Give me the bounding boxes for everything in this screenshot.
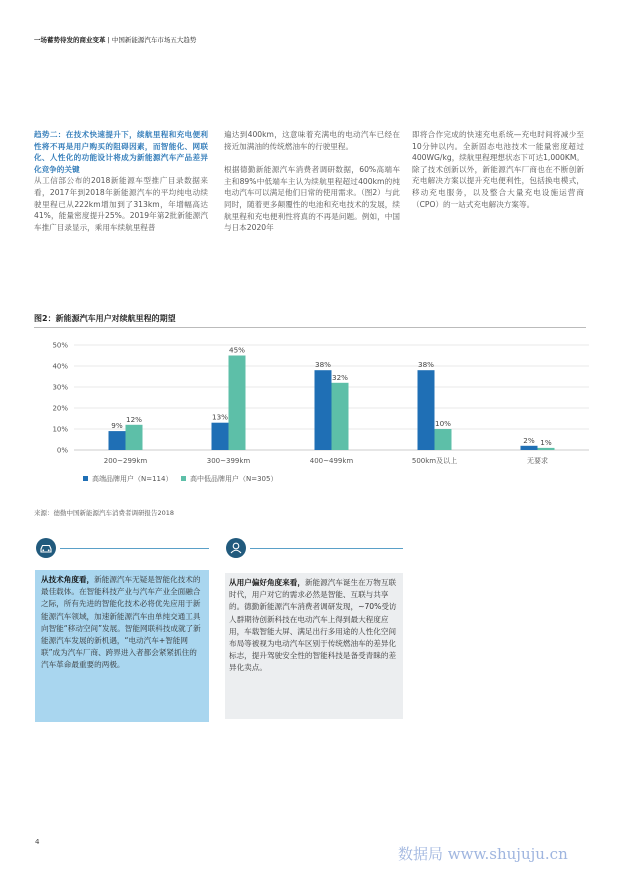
figure-rule [34, 327, 586, 328]
user-icon [226, 538, 246, 558]
watermark: 数据局 www.shujuju.cn [398, 845, 568, 863]
callout-user-preference [225, 573, 403, 719]
chart-bars [109, 356, 555, 451]
x-tick-label: 500km及以上 [411, 457, 458, 465]
callout-user-text [229, 577, 399, 675]
bar-premium [418, 370, 435, 450]
callout-technology [35, 570, 209, 722]
y-tick-label: 0% [56, 446, 68, 455]
section-title: 中国新能源汽车市场五大趋势 [111, 36, 197, 44]
bar-mid-low [229, 356, 246, 451]
chart-y-ticks [52, 342, 68, 455]
bar-premium [212, 423, 229, 450]
report-title: 一场蓄势待发的商业变革 [34, 36, 106, 44]
range-expectation-chart [34, 334, 594, 494]
text-column-2 [224, 129, 400, 234]
header-separator: | [107, 36, 110, 44]
bar-value-label: 10% [435, 419, 451, 428]
callout-technology-text [41, 574, 203, 672]
bar-mid-low [435, 429, 452, 450]
x-tick-label: 无要求 [527, 457, 548, 465]
y-tick-label: 50% [52, 341, 68, 350]
col3-body: 即将合作完成的快速充电系统—充电时间将减少至10分钟以内。全新固态电池技术一能量密度超过400WG/kg，续航里程理想状态下可达1,000KM。除了技术创新以外，新能源汽车厂商也在不断创新充电解决方案以提升充电便利性，包括换电模式，移动充电服务，以及整合大量充电设施运营商（CPO）的一站式充电解决方案等。 [412, 130, 584, 209]
chart-x-ticks [104, 456, 548, 465]
callout-technology-body: 新能源汽车无疑是智能化技术的最佳载体。在智能科技产业与汽车产业全面融合之际，所有先进的智能化技术必将优先应用于新能源汽车领域，加速新能源汽车由单纯交通工具向智能“移动空间”发展。智能网联科技成就了新能源汽车发展的新机遇，“电动汽车+智能网联”成为汽车厂商、跨界进入者都会紧紧抓住的汽车革命最重要的两极。 [41, 575, 201, 670]
x-tick-label: 400~499km [309, 457, 354, 465]
bar-mid-low [332, 383, 349, 450]
bar-value-label: 13% [212, 412, 228, 422]
col2-paragraph-1: 遍达到400km，这意味着充满电的电动汽车已经在接近加满油的传统燃油车的行驶里程。 [224, 130, 400, 151]
col2-paragraph-2: 根据德勤新能源汽车消费者调研数据，60%高端车主和89%中低端车主认为续航里程超过400km的纯电动汽车可以满足他们日常的使用需求。（图2）与此同时，随着更多颠覆性的电池和充电技术的发展，续航里程和充电便利性将真的不再是问题。例如，中国与日本2020年 [224, 165, 400, 233]
y-tick-label: 30% [52, 383, 68, 392]
bar-value-label: 9% [111, 421, 123, 431]
trend-heading: 趋势二：在技术快速提升下，续航里程和充电便利性将不再是用户购买的阻碍因素，而智能化、网联化、人性化的功能设计将成为新能源汽车产品差异化竞争的关键 [34, 130, 208, 174]
text-column-1 [34, 129, 208, 233]
bar-premium [315, 370, 332, 450]
bar-mid-low [126, 425, 143, 450]
car-icon [36, 538, 56, 558]
text-column-3 [412, 129, 584, 210]
bar-value-label: 38% [418, 360, 434, 370]
bar-value-label: 2% [523, 435, 535, 445]
callout-divider-right [250, 548, 403, 549]
callout-divider-left [60, 548, 209, 549]
running-header [34, 35, 196, 44]
legend-label: 高中低品牌用户（N=305） [190, 475, 278, 483]
y-tick-label: 20% [52, 404, 68, 413]
legend-swatch [83, 476, 88, 481]
callout-technology-lead: 从技术角度看， [41, 575, 95, 584]
bar-mid-low [538, 448, 555, 450]
bar-value-label: 38% [315, 360, 331, 370]
figure-source: 来源：德勤中国新能源汽车消费者调研报告2018 [34, 509, 175, 517]
x-tick-label: 200~299km [103, 457, 148, 465]
callout-user-lead: 从用户偏好角度来看， [229, 578, 305, 587]
page-number: 4 [35, 838, 40, 846]
col1-body: 从工信部公布的2018新能源车型推广目录数据来看，2017年到2018年新能源汽车的平均纯电动续驶里程已从222km增加到了313km，年增幅高达41%，能量密度提升25%。2019年第2批新能源汽车推广目录显示，乘用车续航里程普 [34, 176, 208, 232]
chart-legend [83, 474, 277, 483]
bar-value-label: 1% [540, 437, 552, 447]
bar-value-label: 32% [332, 372, 348, 382]
bar-premium [109, 431, 126, 450]
callout-user-body: 新能源汽车诞生在万物互联时代，用户对它的需求必然是智能、互联与共享的。德勤新能源汽车消费者调研发现，~70%受访人群期待创新科技在电动汽车上得到最大程度应用，车载智能大屏、满足出行多用途的人性化空间布局等被视为电动汽车区别于传统燃油车的差异化标志，提升驾驶安全性的智能科技是备受青睐的差异化卖点。 [229, 578, 397, 673]
x-tick-label: 300~399km [206, 457, 251, 465]
bar-premium [521, 446, 538, 450]
bar-value-label: 45% [229, 345, 245, 355]
figure-title: 图2：新能源汽车用户对续航里程的期望 [34, 314, 176, 323]
legend-swatch [181, 476, 186, 481]
legend-label: 高端品牌用户（N=114） [92, 475, 173, 483]
y-tick-label: 40% [52, 362, 68, 371]
y-tick-label: 10% [52, 425, 68, 434]
bar-value-label: 12% [126, 414, 142, 424]
